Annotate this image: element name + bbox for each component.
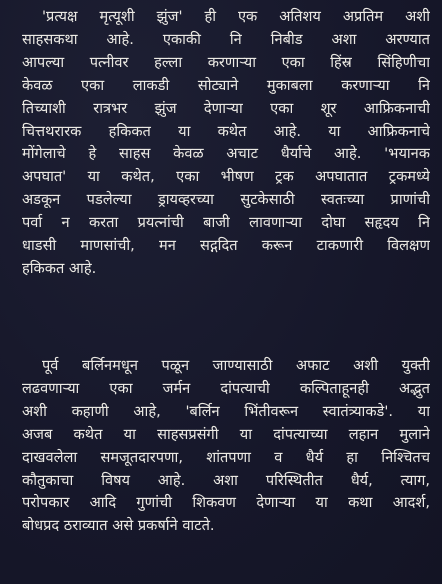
text-line-last: हकिकत आहे. (22, 259, 97, 277)
text-line: अडकून पडलेल्या ड्रायव्हरच्या सुटकेसाठी स्वतःच्या प्राणांची (22, 191, 430, 209)
text-line: अजब कथेत या साहसप्रसंगी या दांपत्याच्या लहान मुलाने (22, 425, 430, 443)
text-line: लढवणाऱ्या एका जर्मन दांपत्याची कल्पिताहूनही अद्भुत (22, 379, 430, 397)
paragraph-1 (22, 6, 430, 281)
text-line: चित्तथरारक हकिकत या कथेत आहे. या आफ्रिकनाचे (22, 122, 430, 140)
text-line: तिच्याशी रात्रभर झुंज देणाऱ्या एका शूर आफ्रिकनाची (22, 99, 430, 117)
text-line: 'प्रत्यक्ष मृत्यूशी झुंज' ही एक अतिशय अप्रतिम अशी (42, 8, 430, 25)
text-line: आपल्या पत्नीवर हल्ला करणाऱ्या एका हिंस्र सिंहिणीचा (22, 53, 430, 71)
text-line: धाडसी माणसांची, मन सद्गदित करून टाकणारी विलक्षण (22, 237, 430, 255)
text-line: अपघात' या कथेत, एका भीषण ट्रक अपघातात ट्रकमध्ये (22, 168, 430, 186)
text-line-last: बोधप्रद ठराव्यात असे प्रकर्षाने वाटते. (22, 517, 215, 535)
text-line: परोपकार आदि गुणांची शिकवण देणाऱ्या या कथा आदर्श, (22, 494, 430, 512)
text-line: साहसकथा आहे. एकाकी नि निबीड अशा अरण्यात (22, 30, 430, 48)
text-line: अशी कहाणी आहे, 'बर्लिन भिंतीवरून स्वातंत्र्याकडे'. या (22, 402, 430, 420)
text-line: पूर्व बर्लिनमधून पळून जाण्यासाठी अफाट अशी युक्ती (42, 357, 430, 374)
text-line: दाखवलेला समजूतदारपणा, शांतपणा व धैर्य हा निश्चितच (22, 448, 430, 466)
text-line: पर्वा न करता प्रयत्नांची बाजी लावणाऱ्या दोघा सहृदय नि (22, 214, 430, 232)
paragraph-2 (22, 355, 430, 538)
text-line: केवळ एका लाकडी सोट्याने मुकाबला करणाऱ्या नि (22, 76, 430, 94)
text-line: कौतुकाचा विषय आहे. अशा परिस्थितीत धैर्य, त्याग, (22, 471, 430, 489)
text-line: मोंगेलाचे हे साहस केवळ अचाट धैर्याचे आहे. 'भयानक (22, 145, 430, 163)
